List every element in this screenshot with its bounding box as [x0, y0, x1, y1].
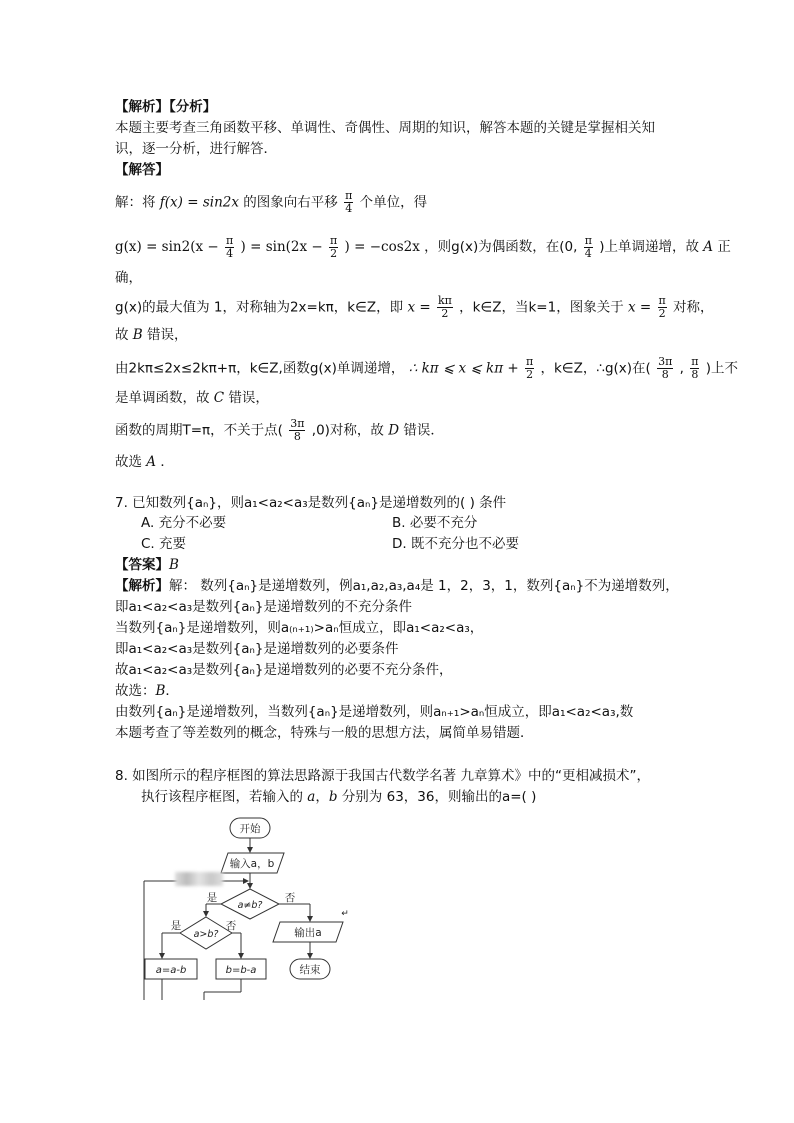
flowchart	[140, 815, 360, 1005]
q7-stem: 7. 已知数列{aₙ}，则a₁<a₂<a₃是数列{aₙ}是递增数列的( ) 条件	[115, 495, 507, 511]
return-mark: ↵	[341, 909, 349, 919]
fraction: $\frac{\pi}{4}$	[226, 234, 234, 260]
q7-explain-line-8: 本题考查了等差数列的概念，特殊与一般的思想方法，属简单易错题．	[115, 725, 534, 741]
q7-option-c: C. 充要	[141, 536, 187, 552]
end-label: 结束	[299, 964, 321, 976]
yes1-label: 是	[206, 892, 218, 904]
no2-label: 否	[225, 920, 237, 932]
q7-explain-line-1: 【解析】解： 数列{aₙ}是递增数列，例a₁,a₂,a₃,a₄是 1，2，3，1，数列{aₙ}不为递增数列，	[115, 578, 679, 594]
solution-line-1: 解：将 f(x) = sin2x 的图象向右平移 $\frac{\pi}{4}$ 个单位，得	[115, 189, 428, 215]
solution-line-4: g(x)的最大值为 1，对称轴为2x=kπ，k∈Z，即 x = $\frac{k\pi}{2}$ ，k∈Z，当k=1，图象关于 x = $\frac{\pi}{2}$ 对称，	[115, 294, 714, 320]
solution-line-3: 确，	[115, 270, 142, 286]
start-label: 开始	[239, 823, 261, 835]
assign-a-label: a=a-b	[155, 965, 187, 976]
fraction: $\frac{\pi}{2}$	[526, 355, 534, 381]
cond2-label: a>b?	[193, 929, 219, 940]
input-label: 输入a，b	[229, 858, 275, 870]
cond1-label: a≠b?	[237, 900, 263, 911]
fraction: $\frac{k\pi}{2}$	[437, 294, 452, 320]
analysis-intro-line-1: 本题主要考查三角函数平移、单调性、奇偶性、周期的知识，解答本题的关键是掌握相关知	[115, 120, 655, 136]
q7-explain-line-7: 由数列{aₙ}是递增数列，当数列{aₙ}是递增数列，则aₙ₊₁>aₙ恒成立，即a₁<a₂<a₃,数	[115, 704, 634, 720]
fraction: $\frac{\pi}{2}$	[658, 294, 666, 320]
analysis-intro-line-2: 识，逐一分析，进行解答．	[115, 141, 277, 157]
solution-line-5: 故 B 错误，	[115, 327, 188, 343]
q7-option-a: A. 充分不必要	[141, 515, 227, 531]
q7-answer: 【答案】B	[115, 557, 179, 573]
fraction: $\frac{\pi}{8}$	[691, 355, 699, 381]
q7-explain-line-4: 即a₁<a₂<a₃是数列{aₙ}是递增数列的必要条件	[115, 641, 399, 657]
q8-stem-line-2: 执行该程序框图，若输入的 a，b 分别为 63，36，则输出的a=( )	[141, 789, 537, 805]
q7-option-d: D. 既不充分也不必要	[392, 536, 519, 552]
fraction: $\frac{3\pi}{8}$	[290, 417, 305, 443]
assign-b-label: b=b-a	[225, 965, 257, 976]
blurred-watermark	[175, 872, 223, 886]
analysis-tag-line: 【解析】【分析】	[115, 99, 217, 115]
fraction: $\frac{\pi}{4}$	[584, 234, 592, 260]
solution-line-6: 由2kπ≤2x≤2kπ+π，k∈Z,函数g(x)单调递增， ∴ kπ ⩽ x ⩽ kπ + $\frac{\pi}{2}$ ，k∈Z，∴g(x)在( $\frac{3\pi}{8}$ , $\frac{\pi}{8}$ )上不	[115, 355, 739, 381]
fraction: $\frac{\pi}{2}$	[330, 234, 338, 260]
fraction: $\frac{\pi}{4}$	[345, 189, 353, 215]
yes2-label: 是	[170, 920, 182, 932]
q7-explain-line-2: 即a₁<a₂<a₃是数列{aₙ}是递增数列的不充分条件	[115, 599, 413, 615]
solution-line-7: 是单调函数，故 C 错误，	[115, 390, 269, 406]
solution-line-2: g(x) = sin2(x − $\frac{\pi}{4}$ ) = sin(2x − $\frac{\pi}{2}$ ) = −cos2x ，则g(x)为偶函数，在(0, $\frac{\pi}{4}$ )上单调递增，故 A 正	[115, 234, 731, 260]
fraction: $\frac{3\pi}{8}$	[658, 355, 673, 381]
q7-explain-line-3: 当数列{aₙ}是递增数列，则a₍ₙ₊₁₎>aₙ恒成立，即a₁<a₂<a₃，	[115, 620, 484, 636]
q7-explain-line-6: 故选：B．	[115, 683, 179, 699]
solution-line-9: 故选 A ．	[115, 454, 174, 470]
q7-explain-line-5: 故a₁<a₂<a₃是数列{aₙ}是递增数列的必要不充分条件，	[115, 662, 453, 678]
q8-stem-line-1: 8. 如图所示的程序框图的算法思路源于我国古代数学名著 九章算术》中的“更相减损术”，	[115, 768, 650, 784]
no1-label: 否	[284, 892, 296, 904]
q7-option-b: B. 必要不充分	[392, 515, 478, 531]
solution-line-8: 函数的周期T=π，不关于点( $\frac{3\pi}{8}$ ,0)对称，故 D 错误．	[115, 417, 444, 443]
output-label: 输出a	[294, 927, 322, 939]
answer-tag: 【解答】	[115, 162, 169, 178]
